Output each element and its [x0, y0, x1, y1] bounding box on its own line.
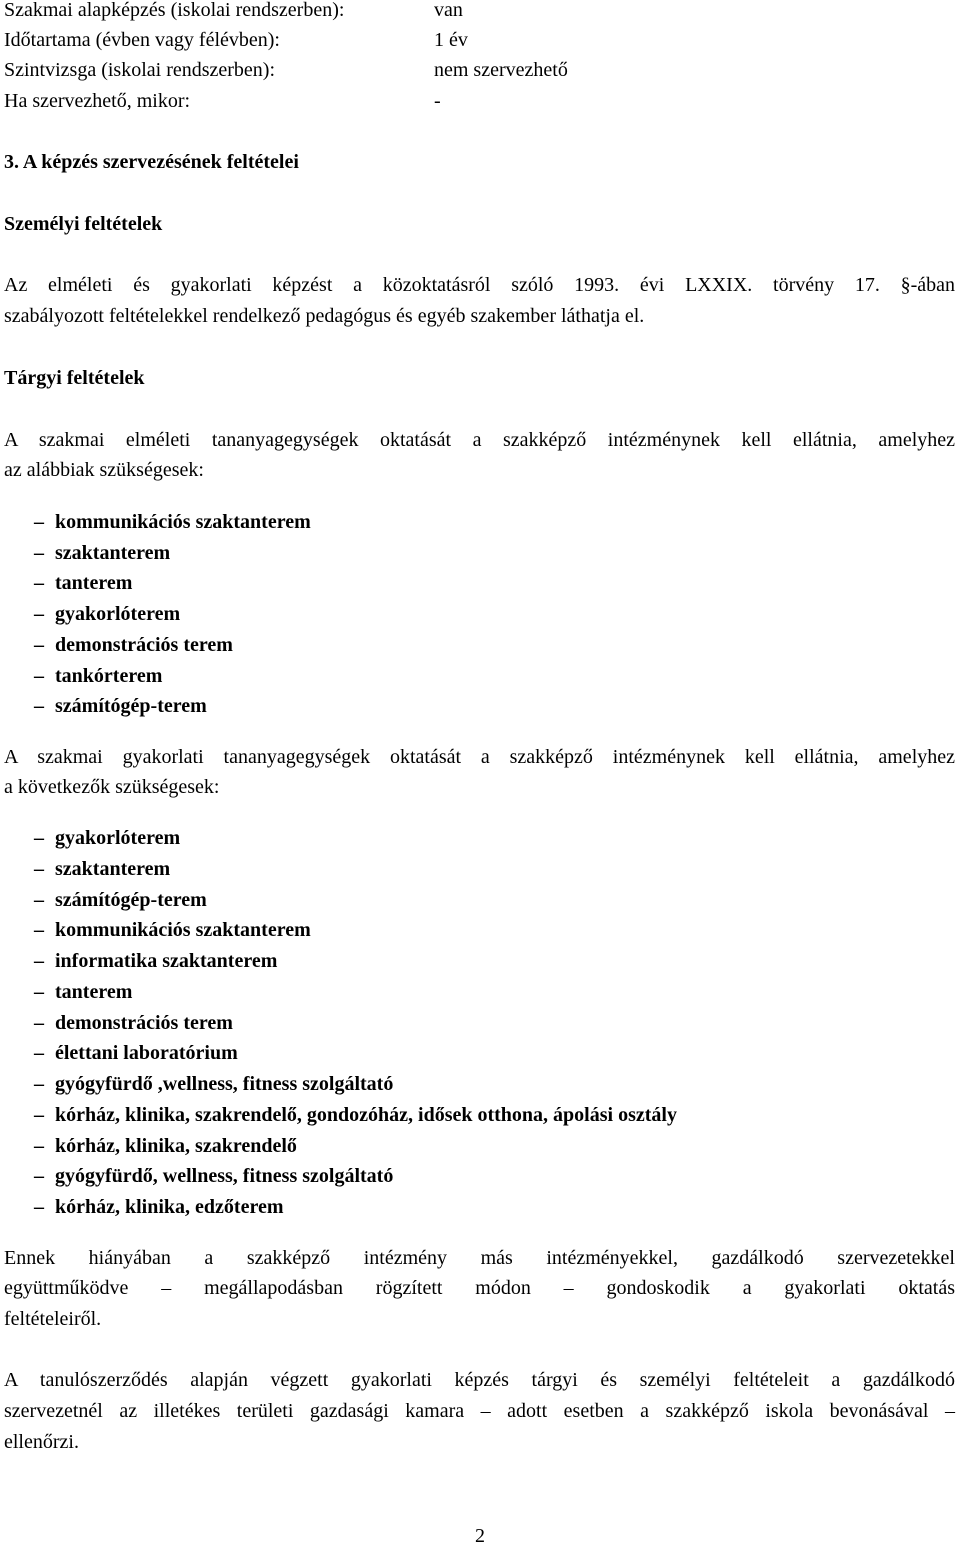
- dash-bullet: –: [34, 1196, 44, 1218]
- practice-list-item: – gyógyfürdő ,wellness, fitness szolgáltató: [34, 1073, 394, 1095]
- section-title: 3. A képzés szervezésének feltételei: [4, 151, 299, 173]
- dash-bullet: –: [34, 889, 44, 911]
- dash-bullet: –: [34, 1012, 44, 1034]
- practice-intro-line-1: A szakmai gyakorlati tananyagegységek oktatását a szakképző intézménynek kell ellátnia, amelyhez: [4, 746, 955, 768]
- dash-bullet: –: [34, 1073, 44, 1095]
- practice-list-item: – gyakorlóterem: [34, 827, 181, 849]
- dash-bullet: –: [34, 950, 44, 972]
- info-value-szintvizsga: nem szervezhető: [434, 59, 568, 81]
- dash-bullet: –: [34, 858, 44, 880]
- practice-list-item: – szaktanterem: [34, 858, 171, 880]
- practice-list-item: – kommunikációs szaktanterem: [34, 919, 311, 941]
- practice-list-item: – számítógép-terem: [34, 889, 207, 911]
- info-label-idotartam: Időtartama (évben vagy félévben):: [4, 29, 280, 51]
- info-value-mikor: -: [434, 90, 441, 112]
- practice-list-item: – kórház, klinika, szakrendelő, gondozóház, idősek otthona, ápolási osztály: [34, 1104, 677, 1126]
- info-label-alapkepzes: Szakmai alapképzés (iskolai rendszerben):: [4, 0, 345, 21]
- dash-bullet: –: [34, 511, 44, 533]
- dash-bullet: –: [34, 1135, 44, 1157]
- theory-list-item: – tankórterem: [34, 665, 163, 687]
- info-label-szintvizsga: Szintvizsga (iskolai rendszerben):: [4, 59, 276, 81]
- dash-bullet: –: [34, 1165, 44, 1187]
- page-number: 2: [475, 1525, 485, 1547]
- practice-list-item: – demonstrációs terem: [34, 1012, 233, 1034]
- personal-text-line-2: szabályozott feltételekkel rendelkező pedagógus és egyéb szakember láthatja el.: [4, 305, 645, 327]
- dash-bullet: –: [34, 695, 44, 717]
- theory-list-item: – gyakorlóterem: [34, 603, 181, 625]
- practice-list-item: – informatika szaktanterem: [34, 950, 278, 972]
- dash-bullet: –: [34, 603, 44, 625]
- dash-bullet: –: [34, 665, 44, 687]
- dash-bullet: –: [34, 542, 44, 564]
- dash-bullet: –: [34, 1042, 44, 1064]
- paragraph1-line-1: Ennek hiányában a szakképző intézmény más intézményekkel, gazdálkodó szervezetekkel: [4, 1247, 955, 1269]
- practice-list-item: – tanterem: [34, 981, 133, 1003]
- theory-intro-line-2: az alábbiak szükségesek:: [4, 459, 204, 481]
- dash-bullet: –: [34, 981, 44, 1003]
- personal-text-line-1: Az elméleti és gyakorlati képzést a közoktatásról szóló 1993. évi LXXIX. törvény 17. §-ában: [4, 274, 955, 296]
- dash-bullet: –: [34, 827, 44, 849]
- practice-intro-line-2: a következők szükségesek:: [4, 776, 220, 798]
- practice-list-item: – gyógyfürdő, wellness, fitness szolgáltató: [34, 1165, 394, 1187]
- practice-list-item: – kórház, klinika, szakrendelő: [34, 1135, 297, 1157]
- material-heading: Tárgyi feltételek: [4, 367, 145, 389]
- theory-list-item: – tanterem: [34, 572, 133, 594]
- theory-list-item: – szaktanterem: [34, 542, 171, 564]
- dash-bullet: –: [34, 572, 44, 594]
- paragraph1-line-3: feltételeiről.: [4, 1308, 102, 1330]
- theory-intro-line-1: A szakmai elméleti tananyagegységek oktatását a szakképző intézménynek kell ellátnia, amelyhez: [4, 429, 955, 451]
- info-label-mikor: Ha szervezhető, mikor:: [4, 90, 191, 112]
- paragraph2-line-2: szervezetnél az illetékes területi gazdasági kamara – adott esetben a szakképző iskola bevonásával –: [4, 1400, 955, 1422]
- practice-list-item: – kórház, klinika, edzőterem: [34, 1196, 284, 1218]
- info-value-idotartam: 1 év: [434, 29, 468, 51]
- paragraph1-line-2: együttműködve – megállapodásban rögzített módon – gondoskodik a gyakorlati oktatás: [4, 1277, 955, 1299]
- theory-list-item: – kommunikációs szaktanterem: [34, 511, 311, 533]
- theory-list-item: – demonstrációs terem: [34, 634, 233, 656]
- dash-bullet: –: [34, 634, 44, 656]
- personal-heading: Személyi feltételek: [4, 213, 163, 235]
- theory-list-item: – számítógép-terem: [34, 695, 207, 717]
- practice-list-item: – élettani laboratórium: [34, 1042, 238, 1064]
- info-value-alapkepzes: van: [434, 0, 463, 21]
- dash-bullet: –: [34, 1104, 44, 1126]
- paragraph2-line-1: A tanulószerződés alapján végzett gyakorlati képzés tárgyi és személyi feltételeit a gazdálkodó: [4, 1369, 955, 1391]
- paragraph2-line-3: ellenőrzi.: [4, 1431, 79, 1453]
- dash-bullet: –: [34, 919, 44, 941]
